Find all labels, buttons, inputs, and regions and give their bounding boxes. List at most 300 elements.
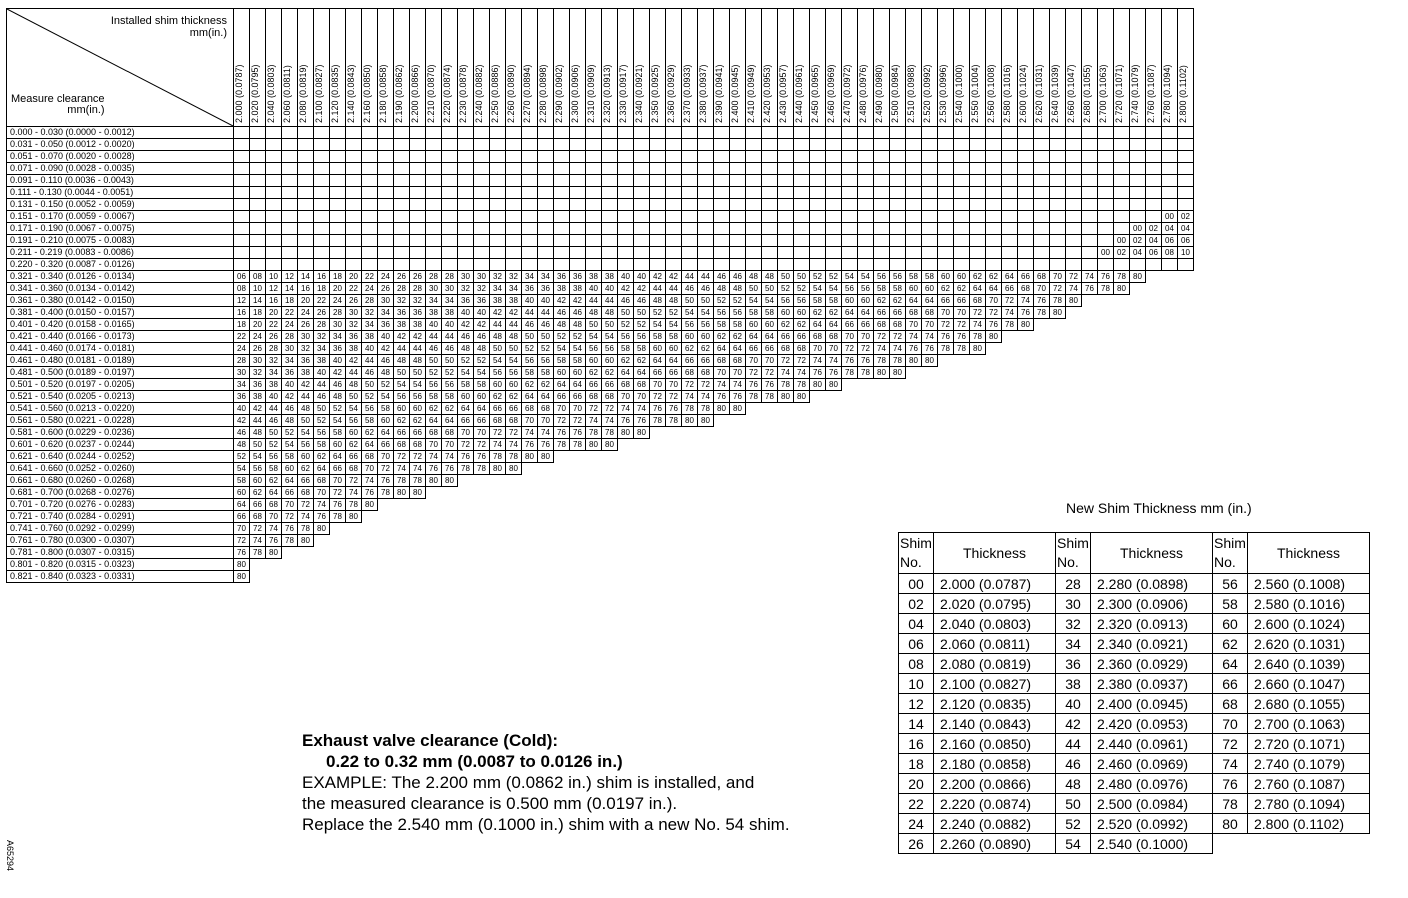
cell xyxy=(538,547,554,559)
cell xyxy=(522,151,538,163)
cell xyxy=(954,451,970,463)
cell xyxy=(1034,211,1050,223)
cell xyxy=(986,451,1002,463)
cell xyxy=(858,463,874,475)
cell xyxy=(922,223,938,235)
cell: 64 xyxy=(538,391,554,403)
cell xyxy=(362,559,378,571)
cell xyxy=(634,211,650,223)
cell xyxy=(986,427,1002,439)
cell: 38 xyxy=(298,367,314,379)
cell xyxy=(1066,391,1082,403)
shim-number: 02 xyxy=(899,594,934,614)
cell xyxy=(778,511,794,523)
cell: 78 xyxy=(1002,319,1018,331)
cell xyxy=(938,427,954,439)
cell xyxy=(986,259,1002,271)
cell xyxy=(666,259,682,271)
cell xyxy=(474,163,490,175)
column-header: 2.000 (0.0787) xyxy=(234,9,250,127)
cell xyxy=(794,163,810,175)
cell xyxy=(794,499,810,511)
cell xyxy=(1018,235,1034,247)
cell xyxy=(426,139,442,151)
table-row xyxy=(7,235,1194,247)
cell xyxy=(922,151,938,163)
cell xyxy=(970,415,986,427)
cell xyxy=(890,427,906,439)
cell xyxy=(1098,127,1114,139)
cell: 72 xyxy=(970,307,986,319)
cell xyxy=(458,475,474,487)
cell xyxy=(1034,499,1050,511)
cell xyxy=(858,571,874,583)
shim-number: 16 xyxy=(899,734,934,754)
cell xyxy=(458,499,474,511)
cell: 56 xyxy=(250,463,266,475)
cell xyxy=(650,259,666,271)
cell: 74 xyxy=(410,463,426,475)
cell xyxy=(762,199,778,211)
cell: 68 xyxy=(522,403,538,415)
cell: 66 xyxy=(890,307,906,319)
cell xyxy=(362,511,378,523)
cell xyxy=(810,259,826,271)
cell: 64 xyxy=(714,343,730,355)
cell xyxy=(586,223,602,235)
cell: 70 xyxy=(378,451,394,463)
cell xyxy=(970,511,986,523)
cell xyxy=(906,451,922,463)
cell xyxy=(1146,187,1162,199)
cell xyxy=(970,391,986,403)
cell xyxy=(890,379,906,391)
cell xyxy=(618,235,634,247)
cell: 32 xyxy=(266,355,282,367)
cell xyxy=(1018,343,1034,355)
cell: 54 xyxy=(250,451,266,463)
cell xyxy=(874,139,890,151)
cell xyxy=(554,187,570,199)
cell: 76 xyxy=(746,379,762,391)
table-row xyxy=(7,367,1194,379)
shim-number: 28 xyxy=(1056,574,1091,594)
cell xyxy=(906,403,922,415)
cell xyxy=(842,559,858,571)
cell xyxy=(1066,223,1082,235)
cell xyxy=(698,427,714,439)
shim-thickness: 2.140 (0.0843) xyxy=(934,714,1056,734)
cell: 52 xyxy=(362,391,378,403)
cell: 54 xyxy=(570,343,586,355)
cell xyxy=(554,559,570,571)
cell xyxy=(1002,211,1018,223)
cell xyxy=(1050,319,1066,331)
cell xyxy=(282,259,298,271)
cell xyxy=(1130,199,1146,211)
cell: 00 xyxy=(1162,211,1178,223)
cell: 66 xyxy=(378,439,394,451)
cell: 76 xyxy=(634,415,650,427)
cell xyxy=(1050,343,1066,355)
cell xyxy=(922,127,938,139)
cell xyxy=(954,391,970,403)
cell xyxy=(538,559,554,571)
cell xyxy=(1034,391,1050,403)
cell xyxy=(1002,403,1018,415)
cell: 28 xyxy=(330,307,346,319)
cell: 18 xyxy=(282,295,298,307)
column-header: 2.640 (0.1039) xyxy=(1050,9,1066,127)
cell xyxy=(1002,331,1018,343)
cell xyxy=(1018,211,1034,223)
cell xyxy=(458,571,474,583)
cell: 40 xyxy=(586,283,602,295)
cell xyxy=(954,199,970,211)
cell: 48 xyxy=(762,271,778,283)
cell: 36 xyxy=(538,283,554,295)
cell xyxy=(746,571,762,583)
cell xyxy=(1178,151,1194,163)
cell xyxy=(682,211,698,223)
cell xyxy=(1034,163,1050,175)
cell xyxy=(858,499,874,511)
cell xyxy=(602,151,618,163)
cell xyxy=(602,463,618,475)
cell: 54 xyxy=(810,283,826,295)
shim-thickness: 2.600 (0.1024) xyxy=(1248,614,1370,634)
cell: 46 xyxy=(314,391,330,403)
cell xyxy=(938,187,954,199)
cell xyxy=(922,499,938,511)
cell: 12 xyxy=(282,271,298,283)
cell xyxy=(970,427,986,439)
cell xyxy=(938,415,954,427)
cell: 40 xyxy=(442,319,458,331)
cell: 78 xyxy=(410,475,426,487)
cell xyxy=(714,247,730,259)
cell xyxy=(666,427,682,439)
cell xyxy=(938,199,954,211)
table-row xyxy=(7,319,1194,331)
cell: 78 xyxy=(970,331,986,343)
table-row xyxy=(7,331,1194,343)
cell: 74 xyxy=(506,439,522,451)
cell: 44 xyxy=(298,391,314,403)
cell xyxy=(1162,415,1178,427)
cell xyxy=(1178,283,1194,295)
column-header: 2.720 (0.1071) xyxy=(1114,9,1130,127)
cell xyxy=(906,247,922,259)
cell xyxy=(890,223,906,235)
cell: 60 xyxy=(586,355,602,367)
cell xyxy=(298,571,314,583)
cell: 40 xyxy=(234,403,250,415)
cell: 72 xyxy=(762,367,778,379)
shim-number: 42 xyxy=(1056,714,1091,734)
cell xyxy=(778,247,794,259)
cell xyxy=(1146,451,1162,463)
cell: 74 xyxy=(586,415,602,427)
cell xyxy=(986,247,1002,259)
cell xyxy=(586,127,602,139)
cell xyxy=(474,499,490,511)
cell: 44 xyxy=(250,415,266,427)
cell xyxy=(714,511,730,523)
cell: 12 xyxy=(266,283,282,295)
cell xyxy=(634,571,650,583)
cell xyxy=(490,235,506,247)
cell: 44 xyxy=(490,319,506,331)
cell: 66 xyxy=(842,319,858,331)
cell xyxy=(634,259,650,271)
cell: 66 xyxy=(1018,271,1034,283)
cell: 58 xyxy=(314,439,330,451)
cell xyxy=(858,415,874,427)
cell: 62 xyxy=(730,331,746,343)
shim-thickness: 2.300 (0.0906) xyxy=(1091,594,1213,614)
cell: 08 xyxy=(234,283,250,295)
cell: 54 xyxy=(282,439,298,451)
cell xyxy=(970,355,986,367)
cell xyxy=(458,127,474,139)
cell: 40 xyxy=(634,271,650,283)
cell xyxy=(778,499,794,511)
cell: 78 xyxy=(490,451,506,463)
cell xyxy=(810,463,826,475)
cell: 18 xyxy=(234,319,250,331)
cell xyxy=(234,163,250,175)
shim-no-header: Shim No. xyxy=(899,533,934,574)
cell xyxy=(666,511,682,523)
cell xyxy=(826,127,842,139)
cell xyxy=(522,463,538,475)
cell xyxy=(938,139,954,151)
cell xyxy=(522,211,538,223)
cell xyxy=(1098,415,1114,427)
cell xyxy=(394,499,410,511)
cell xyxy=(794,223,810,235)
cell xyxy=(538,163,554,175)
cell xyxy=(442,511,458,523)
shim-thickness: 2.340 (0.0921) xyxy=(1091,634,1213,654)
cell: 80 xyxy=(1050,307,1066,319)
cell: 36 xyxy=(298,355,314,367)
cell xyxy=(586,547,602,559)
column-header: 2.420 (0.0953) xyxy=(762,9,778,127)
cell: 08 xyxy=(250,271,266,283)
cell xyxy=(986,175,1002,187)
table-row xyxy=(7,475,1194,487)
cell: 80 xyxy=(266,547,282,559)
cell xyxy=(474,259,490,271)
cell xyxy=(394,211,410,223)
cell: 50 xyxy=(586,319,602,331)
cell xyxy=(250,559,266,571)
cell: 72 xyxy=(938,319,954,331)
cell xyxy=(666,559,682,571)
cell: 48 xyxy=(586,307,602,319)
cell: 22 xyxy=(346,283,362,295)
cell xyxy=(570,175,586,187)
cell xyxy=(1018,139,1034,151)
cell: 56 xyxy=(426,379,442,391)
cell xyxy=(986,367,1002,379)
cell: 58 xyxy=(234,475,250,487)
cell xyxy=(1146,391,1162,403)
cell xyxy=(570,163,586,175)
cell xyxy=(794,403,810,415)
cell xyxy=(1034,235,1050,247)
cell xyxy=(570,571,586,583)
cell xyxy=(922,463,938,475)
cell xyxy=(650,235,666,247)
cell xyxy=(922,415,938,427)
cell xyxy=(858,235,874,247)
cell xyxy=(490,559,506,571)
cell: 68 xyxy=(682,367,698,379)
cell xyxy=(922,379,938,391)
cell xyxy=(810,535,826,547)
cell: 36 xyxy=(458,295,474,307)
cell xyxy=(1018,439,1034,451)
cell xyxy=(666,127,682,139)
cell: 70 xyxy=(810,343,826,355)
column-header: 2.360 (0.0929) xyxy=(666,9,682,127)
cell xyxy=(522,187,538,199)
cell: 78 xyxy=(698,403,714,415)
cell xyxy=(394,535,410,547)
cell xyxy=(1162,199,1178,211)
cell xyxy=(746,547,762,559)
cell xyxy=(746,211,762,223)
cell: 64 xyxy=(810,319,826,331)
cell xyxy=(746,175,762,187)
cell xyxy=(554,535,570,547)
column-header: 2.400 (0.0945) xyxy=(730,9,746,127)
cell: 28 xyxy=(282,331,298,343)
cell xyxy=(1050,151,1066,163)
cell xyxy=(1002,487,1018,499)
cell xyxy=(858,451,874,463)
cell xyxy=(874,199,890,211)
cell: 56 xyxy=(602,343,618,355)
cell xyxy=(490,151,506,163)
cell xyxy=(506,235,522,247)
cell: 50 xyxy=(426,355,442,367)
shim-number: 38 xyxy=(1056,674,1091,694)
cell xyxy=(1098,487,1114,499)
cell xyxy=(234,151,250,163)
cell: 72 xyxy=(506,427,522,439)
cell xyxy=(746,403,762,415)
shim-thickness: 2.660 (0.1047) xyxy=(1248,674,1370,694)
cell xyxy=(602,499,618,511)
cell xyxy=(1178,451,1194,463)
cell xyxy=(314,211,330,223)
row-label: 0.361 - 0.380 (0.0142 - 0.0150) xyxy=(7,295,234,307)
cell: 80 xyxy=(314,523,330,535)
cell xyxy=(698,523,714,535)
cell xyxy=(1162,427,1178,439)
shim-number: 70 xyxy=(1213,714,1248,734)
cell: 58 xyxy=(666,331,682,343)
cell xyxy=(1018,499,1034,511)
cell: 72 xyxy=(1066,271,1082,283)
cell: 22 xyxy=(362,271,378,283)
cell: 32 xyxy=(314,331,330,343)
cell: 68 xyxy=(394,439,410,451)
cell: 36 xyxy=(234,391,250,403)
cell xyxy=(1066,307,1082,319)
cell xyxy=(1130,391,1146,403)
cell: 76 xyxy=(906,343,922,355)
cell: 52 xyxy=(778,283,794,295)
cell xyxy=(1114,127,1130,139)
cell xyxy=(378,175,394,187)
column-header: 2.600 (0.1024) xyxy=(1018,9,1034,127)
cell xyxy=(650,127,666,139)
cell: 64 xyxy=(362,439,378,451)
cell xyxy=(1130,463,1146,475)
cell xyxy=(474,199,490,211)
cell: 22 xyxy=(314,295,330,307)
cell xyxy=(634,223,650,235)
cell xyxy=(1082,319,1098,331)
cell: 72 xyxy=(234,535,250,547)
cell xyxy=(794,487,810,499)
cell xyxy=(1162,391,1178,403)
cell xyxy=(234,139,250,151)
cell xyxy=(1114,331,1130,343)
cell xyxy=(282,163,298,175)
cell xyxy=(378,151,394,163)
cell xyxy=(794,187,810,199)
cell: 42 xyxy=(506,307,522,319)
cell xyxy=(1050,331,1066,343)
cell: 62 xyxy=(506,391,522,403)
cell xyxy=(874,523,890,535)
cell xyxy=(858,535,874,547)
cell xyxy=(954,151,970,163)
cell xyxy=(330,163,346,175)
cell: 60 xyxy=(858,295,874,307)
cell xyxy=(970,187,986,199)
cell xyxy=(1002,139,1018,151)
shim-selection-matrix xyxy=(6,8,1194,583)
shim-row xyxy=(899,734,1370,754)
cell xyxy=(762,511,778,523)
cell: 74 xyxy=(682,391,698,403)
cell xyxy=(794,535,810,547)
cell xyxy=(1082,415,1098,427)
cell: 76 xyxy=(938,331,954,343)
cell: 18 xyxy=(314,283,330,295)
cell: 68 xyxy=(362,451,378,463)
cell xyxy=(1034,187,1050,199)
cell: 28 xyxy=(266,343,282,355)
cell: 38 xyxy=(394,319,410,331)
cell xyxy=(1162,151,1178,163)
cell xyxy=(698,439,714,451)
cell: 52 xyxy=(314,415,330,427)
shim-thickness: 2.180 (0.0858) xyxy=(934,754,1056,774)
cell: 74 xyxy=(522,427,538,439)
cell xyxy=(570,547,586,559)
cell xyxy=(1146,403,1162,415)
cell: 66 xyxy=(346,451,362,463)
table-row xyxy=(7,379,1194,391)
